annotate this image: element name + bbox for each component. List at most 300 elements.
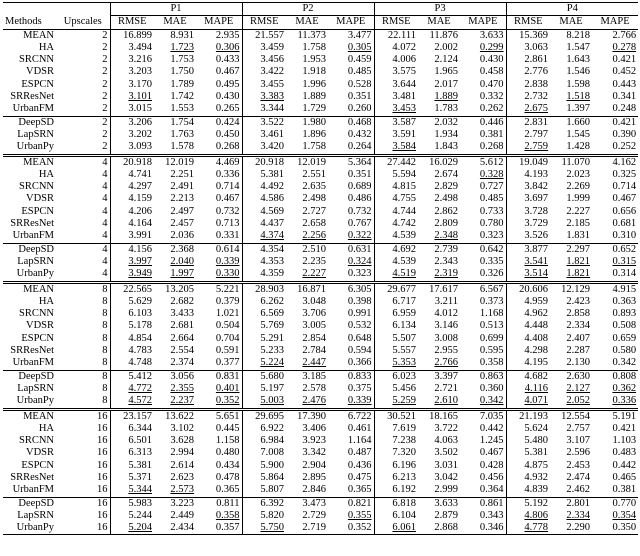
metric-cell: 1.889	[302, 91, 327, 103]
table-row	[3, 395, 638, 409]
metric-cell: 28.903	[242, 282, 286, 296]
metric-cell: 0.352	[328, 522, 374, 535]
method-name: ESPCN	[21, 459, 54, 471]
method-name: SRCNN	[18, 181, 54, 193]
metric-cell: 3.722	[434, 422, 459, 434]
metric-cell: 3.481	[374, 91, 418, 103]
metric-cell: 0.346	[460, 522, 506, 535]
metric-cell: 4.353	[242, 256, 286, 268]
metric-cell: 0.357	[196, 522, 242, 535]
metric-cell: 2.040	[170, 255, 194, 267]
metric-cell: 1.934	[434, 128, 459, 140]
metric-cell: 3.997	[110, 256, 154, 268]
metric-cell: 2.355	[170, 382, 194, 394]
metric-cell: 3.063	[506, 42, 550, 54]
metric-cell: 1.831	[566, 230, 591, 242]
metric-cell: 3.342	[302, 447, 327, 459]
metric-cell: 0.714	[215, 181, 240, 193]
upscale-value: 8	[102, 357, 108, 369]
method-name: VDSR	[25, 193, 54, 205]
metric-cell: 5.456	[374, 383, 418, 395]
metric-cell: 2.554	[170, 345, 194, 357]
metric-cell: 4.741	[110, 169, 154, 181]
metric-cell: 0.323	[347, 268, 372, 280]
metric-cell: 3.522	[242, 116, 286, 129]
metric-cell: 2.423	[566, 295, 591, 307]
method-name: MEAN	[23, 29, 54, 41]
metric-cell: 2.407	[566, 332, 591, 344]
metric-cell: 3.185	[286, 370, 328, 383]
metric-cell: 2.858	[566, 308, 591, 320]
metric-cell: 5.344	[110, 484, 154, 497]
metric-cell: 3.842	[506, 181, 550, 193]
metric-cell: 3.031	[434, 459, 459, 471]
upscale-value: 16	[97, 447, 108, 459]
metric-cell: 0.325	[612, 168, 637, 180]
metric-cell: 2.227	[302, 268, 327, 280]
upscale-value: 2	[102, 91, 108, 103]
metric-cell: 30.521	[374, 409, 418, 423]
metric-cell: 0.456	[479, 471, 504, 483]
upscale-value: 16	[97, 471, 108, 483]
metric-cell: 3.433	[170, 308, 194, 320]
metric-cell: 2.498	[434, 193, 459, 205]
metric-cell: 0.467	[215, 66, 240, 78]
metric-cell: 0.780	[479, 218, 504, 230]
metric-cell: 0.362	[612, 382, 637, 394]
metric-cell: 0.513	[479, 320, 504, 332]
upscale-value: 4	[102, 193, 108, 205]
metric-cell: 20.606	[506, 282, 550, 296]
metric-cell: 7.619	[374, 423, 418, 435]
metric-cell: 2.809	[434, 218, 459, 230]
metric-cell: 0.485	[347, 66, 372, 78]
metric-cell: 22.565	[110, 282, 154, 296]
metric-cell: 0.442	[612, 459, 637, 471]
metric-cell: 3.584	[374, 141, 418, 155]
upscale-value: 8	[102, 320, 108, 332]
upscale-value: 8	[102, 308, 108, 320]
metric-cell: 0.614	[196, 243, 242, 256]
metric-cell: 2.766	[612, 29, 637, 41]
metric-cell: 1.965	[434, 66, 459, 78]
table-row	[3, 333, 638, 345]
metric-cell: 5.557	[374, 345, 418, 357]
metric-cell: 0.315	[612, 255, 637, 267]
metric-cell: 0.631	[328, 243, 374, 256]
metric-cell: 0.893	[612, 308, 637, 320]
metric-cell: 4.915	[592, 282, 638, 296]
metric-cell: 1.723	[170, 41, 194, 53]
metric-cell: 0.642	[460, 243, 506, 256]
metric-cell: 2.497	[170, 205, 194, 217]
metric-cell: 3.344	[242, 103, 286, 116]
metric-cell: 4.297	[110, 181, 154, 193]
metric-cell: 6.196	[374, 460, 418, 472]
metric-cell: 0.434	[215, 459, 240, 471]
metric-cell: 1.643	[566, 54, 591, 66]
table-row	[3, 409, 638, 423]
metric-cell: 3.206	[110, 116, 154, 129]
upscale-value: 4	[56, 243, 110, 256]
method-name: UrbanPy	[3, 522, 56, 535]
metric-cell: 2.127	[566, 382, 591, 394]
table-row	[3, 206, 638, 218]
metric-cell: 2.213	[170, 193, 194, 205]
metric-cell: 2.434	[154, 522, 196, 535]
metric-cell: 2.895	[302, 471, 327, 483]
metric-cell: 3.459	[242, 42, 286, 54]
metric-cell: 0.443	[612, 78, 637, 90]
metric-cell: 3.453	[374, 103, 418, 116]
metric-cell: 4.193	[506, 169, 550, 181]
metric-cell: 2.868	[418, 522, 460, 535]
group-header-p3: P3	[374, 3, 506, 16]
metric-cell: 5.480	[506, 435, 550, 447]
metric-cell: 2.904	[302, 459, 327, 471]
metric-cell: 0.363	[612, 295, 637, 307]
metric-cell: 4.298	[506, 345, 550, 357]
metric-cell: 0.767	[347, 218, 372, 230]
metric-cell: 2.319	[434, 268, 459, 280]
metric-cell: 3.008	[434, 332, 459, 344]
method-name: HA	[38, 295, 54, 307]
metric-cell: 3.042	[434, 471, 459, 483]
upscale-value: 4	[102, 205, 108, 217]
upscale-value: 2	[102, 66, 108, 78]
metric-cell: 3.107	[566, 435, 591, 447]
metric-cell: 5.612	[460, 155, 506, 169]
metric-cell: 0.432	[347, 128, 372, 140]
metric-cell: 2.510	[286, 243, 328, 256]
metric-cell: 1.996	[302, 78, 327, 90]
metric-cell: 2.449	[170, 509, 194, 521]
table-row	[3, 79, 638, 91]
metric-cell: 0.470	[479, 78, 504, 90]
metric-cell: 3.526	[506, 230, 550, 243]
metric-cell: 2.368	[154, 243, 196, 256]
metric-cell: 0.252	[612, 141, 637, 153]
metric-cell: 1.158	[215, 435, 240, 447]
metric-cell: 0.732	[215, 205, 240, 217]
table-row	[3, 510, 638, 522]
metric-cell: 3.575	[374, 66, 418, 78]
metric-cell: 22.111	[374, 29, 418, 42]
metric-cell: 3.420	[242, 141, 286, 155]
metric-cell: 2.681	[170, 320, 194, 332]
metric-cell: 1.578	[170, 141, 194, 153]
metric-cell: 6.717	[374, 296, 418, 308]
metric-cell: 0.483	[612, 447, 637, 459]
table-row	[3, 116, 638, 129]
metric-cell: 2.838	[506, 79, 550, 91]
upscale-value: 8	[102, 395, 108, 407]
metric-cell: 0.306	[215, 41, 240, 53]
metric-cell: 5.983	[110, 497, 154, 510]
metric-cell: 4.783	[110, 345, 154, 357]
metric-cell: 0.421	[612, 54, 637, 66]
metric-cell: 6.134	[374, 320, 418, 332]
metric-cell: 2.235	[302, 255, 327, 267]
metric-cell: 4.448	[506, 320, 550, 332]
metric-cell: 5.769	[242, 320, 286, 332]
metric-cell: 3.146	[434, 320, 459, 332]
upscale-value: 8	[56, 370, 110, 383]
metric-cell: 1.742	[170, 91, 194, 103]
metric-cell: 0.467	[612, 193, 637, 205]
upscale-value: 2	[102, 103, 108, 115]
metric-cell: 5.259	[374, 395, 418, 409]
metric-cell: 5.233	[242, 345, 286, 357]
metric-cell: 0.379	[215, 295, 240, 307]
metric-cell: 1.953	[302, 54, 327, 66]
method-name: SRResNet	[10, 471, 54, 483]
metric-cell: 2.999	[434, 484, 459, 496]
metric-cell: 3.005	[302, 320, 327, 332]
metric-cell: 6.213	[374, 472, 418, 484]
metric-cell: 11.373	[297, 29, 327, 41]
metric-cell: 5.197	[242, 383, 286, 395]
metric-cell: 0.713	[215, 218, 240, 230]
metric-cell: 0.365	[215, 484, 240, 496]
metric-cell: 0.365	[347, 484, 372, 496]
table-row	[3, 268, 638, 282]
metric-cell: 17.390	[286, 409, 328, 423]
metric-cell: 3.502	[434, 447, 459, 459]
metric-cell: 4.959	[506, 296, 550, 308]
metric-cell: 5.291	[242, 333, 286, 345]
metric-cell: 2.348	[434, 230, 459, 242]
metric-header: RMSE	[110, 16, 154, 29]
table-row	[3, 91, 638, 103]
table-row	[3, 472, 638, 484]
metric-cell: 6.722	[328, 409, 374, 423]
metric-cell: 4.469	[196, 155, 242, 169]
table-row	[3, 345, 638, 357]
metric-cell: 4.156	[110, 243, 154, 256]
metric-cell: 2.757	[566, 422, 591, 434]
metric-cell: 4.539	[374, 256, 418, 268]
metric-cell: 5.750	[242, 522, 286, 535]
metric-cell: 0.341	[612, 91, 637, 103]
metric-cell: 0.433	[215, 54, 240, 66]
metric-cell: 0.528	[347, 78, 372, 90]
metric-cell: 19.049	[506, 155, 550, 169]
metric-cell: 7.320	[374, 447, 418, 459]
metric-cell: 4.778	[506, 522, 550, 535]
metric-cell: 2.036	[170, 230, 194, 242]
table-row	[3, 54, 638, 66]
metric-cell: 2.334	[566, 509, 591, 521]
table-row	[3, 383, 638, 395]
metric-cell: 1.428	[566, 141, 591, 153]
metric-cell: 16.871	[286, 282, 328, 296]
metric-cell: 1.598	[566, 78, 591, 90]
upscale-value: 4	[102, 181, 108, 193]
metric-cell: 2.130	[566, 357, 591, 369]
method-name: UrbanPy	[16, 395, 54, 407]
metric-cell: 4.748	[110, 357, 154, 370]
metric-header: MAPE	[328, 16, 374, 29]
metric-cell: 0.727	[479, 181, 504, 193]
upscale-value: 2	[102, 41, 108, 53]
metric-cell: 0.681	[612, 218, 637, 230]
metric-cell: 3.383	[242, 91, 286, 103]
metric-cell: 0.366	[347, 357, 372, 369]
table-row	[3, 129, 638, 141]
table-row	[3, 357, 638, 370]
metric-cell: 1.821	[566, 255, 591, 267]
metric-cell: 2.237	[170, 395, 194, 407]
metric-cell: 2.739	[418, 243, 460, 256]
metric-cell: 0.335	[479, 255, 504, 267]
metric-cell: 1.753	[170, 54, 194, 66]
metric-cell: 3.101	[110, 91, 154, 103]
table-row	[3, 103, 638, 116]
metric-cell: 3.628	[170, 435, 194, 447]
metric-cell: 1.245	[479, 435, 504, 447]
metric-cell: 1.758	[302, 141, 327, 153]
metric-cell: 2.829	[434, 181, 459, 193]
metric-cell: 0.428	[479, 459, 504, 471]
metric-cell: 2.498	[302, 193, 327, 205]
metric-cell: 0.461	[347, 422, 372, 434]
upscale-value: 8	[102, 382, 108, 394]
metric-cell: 18.165	[418, 409, 460, 423]
metric-cell: 3.949	[110, 268, 154, 282]
metric-cell: 5.680	[242, 370, 286, 383]
method-name: UrbanFM	[12, 484, 54, 496]
upscale-value: 2	[56, 116, 110, 129]
metric-cell: 2.727	[302, 205, 327, 217]
metric-cell: 0.480	[215, 447, 240, 459]
metric-cell: 2.343	[434, 255, 459, 267]
metric-cell: 21.557	[242, 29, 286, 42]
metric-cell: 3.923	[302, 435, 327, 447]
method-name: SRResNet	[10, 218, 54, 230]
method-name: DeepSD	[3, 243, 56, 256]
method-name: UrbanFM	[12, 103, 54, 115]
metric-cell: 5.204	[110, 522, 154, 535]
method-name: SRCNN	[18, 435, 54, 447]
upscale-value: 2	[102, 78, 108, 90]
metric-cell: 0.458	[479, 66, 504, 78]
metric-cell: 6.305	[328, 282, 374, 296]
metric-cell: 1.789	[170, 78, 194, 90]
method-name: LapSRN	[17, 255, 54, 267]
metric-cell: 0.323	[479, 230, 504, 242]
upscale-value: 16	[97, 422, 108, 434]
metric-cell: 2.457	[170, 218, 194, 230]
metric-cell: 2.797	[506, 129, 550, 141]
metric-cell: 2.862	[434, 205, 459, 217]
metric-cell: 2.491	[170, 181, 194, 193]
metric-cell: 3.102	[170, 422, 194, 434]
metric-cell: 0.328	[479, 168, 504, 180]
metric-cell: 1.553	[170, 103, 194, 115]
metric-cell: 6.192	[374, 484, 418, 497]
upscale-value: 16	[97, 509, 108, 521]
metric-cell: 0.656	[612, 205, 637, 217]
metric-cell: 0.339	[215, 255, 240, 267]
metric-cell: 0.699	[479, 332, 504, 344]
metric-cell: 6.262	[242, 296, 286, 308]
metric-cell: 0.485	[479, 193, 504, 205]
metric-cell: 4.359	[242, 268, 286, 282]
metric-cell: 27.442	[374, 155, 418, 169]
metric-cell: 0.465	[612, 471, 637, 483]
metric-cell: 3.056	[154, 370, 196, 383]
method-name: HA	[38, 168, 54, 180]
metric-cell: 2.573	[170, 484, 194, 496]
metric-cell: 0.863	[460, 370, 506, 383]
metric-cell: 0.330	[215, 268, 240, 280]
metric-cell: 2.776	[506, 66, 550, 78]
metric-cell: 0.475	[347, 471, 372, 483]
method-name: DeepSD	[3, 116, 56, 129]
table-row	[3, 155, 638, 169]
metric-cell: 2.801	[550, 497, 592, 510]
upscale-value: 2	[102, 141, 108, 153]
method-name: LapSRN	[17, 509, 54, 521]
metric-cell: 6.567	[460, 282, 506, 296]
metric-cell: 0.336	[612, 395, 637, 407]
metric-cell: 2.596	[566, 447, 591, 459]
table-row	[3, 423, 638, 435]
metric-cell: 4.519	[374, 268, 418, 282]
metric-cell: 2.578	[302, 382, 327, 394]
header-row-groups	[3, 3, 638, 16]
method-name: SRCNN	[18, 54, 54, 66]
metric-cell: 7.008	[242, 447, 286, 459]
metric-cell: 0.580	[612, 345, 637, 357]
metric-cell: 6.392	[242, 497, 286, 510]
metric-cell: 1.896	[302, 128, 327, 140]
metric-cell: 1.997	[170, 268, 194, 280]
metric-cell: 4.815	[374, 181, 418, 193]
table-row	[3, 181, 638, 193]
metric-cell: 3.093	[110, 141, 154, 155]
metric-cell: 5.224	[242, 357, 286, 370]
metric-cell: 2.614	[170, 459, 194, 471]
metric-cell: 3.397	[418, 370, 460, 383]
metric-cell: 0.377	[215, 357, 240, 369]
upscale-value: 16	[97, 459, 108, 471]
metric-cell: 3.223	[154, 497, 196, 510]
metric-cell: 1.750	[170, 66, 194, 78]
table-row	[3, 522, 638, 535]
method-name: UrbanPy	[16, 141, 54, 153]
table-row	[3, 320, 638, 332]
metric-cell: 3.633	[418, 497, 460, 510]
metric-cell: 0.373	[479, 295, 504, 307]
metric-cell: 23.157	[110, 409, 154, 423]
metric-cell: 0.299	[479, 41, 504, 53]
metric-cell: 5.192	[506, 497, 550, 510]
method-name: DeepSD	[3, 370, 56, 383]
metric-cell: 4.408	[506, 333, 550, 345]
metric-cell: 0.401	[215, 382, 240, 394]
metric-header: MAE	[286, 16, 328, 29]
metric-cell: 1.660	[550, 116, 592, 129]
metric-cell: 7.238	[374, 435, 418, 447]
metric-cell: 0.532	[347, 320, 372, 332]
metric-header: RMSE	[242, 16, 286, 29]
metric-cell: 2.251	[170, 168, 194, 180]
metric-cell: 0.381	[479, 128, 504, 140]
metric-cell: 0.445	[215, 422, 240, 434]
metric-cell: 3.991	[110, 230, 154, 243]
